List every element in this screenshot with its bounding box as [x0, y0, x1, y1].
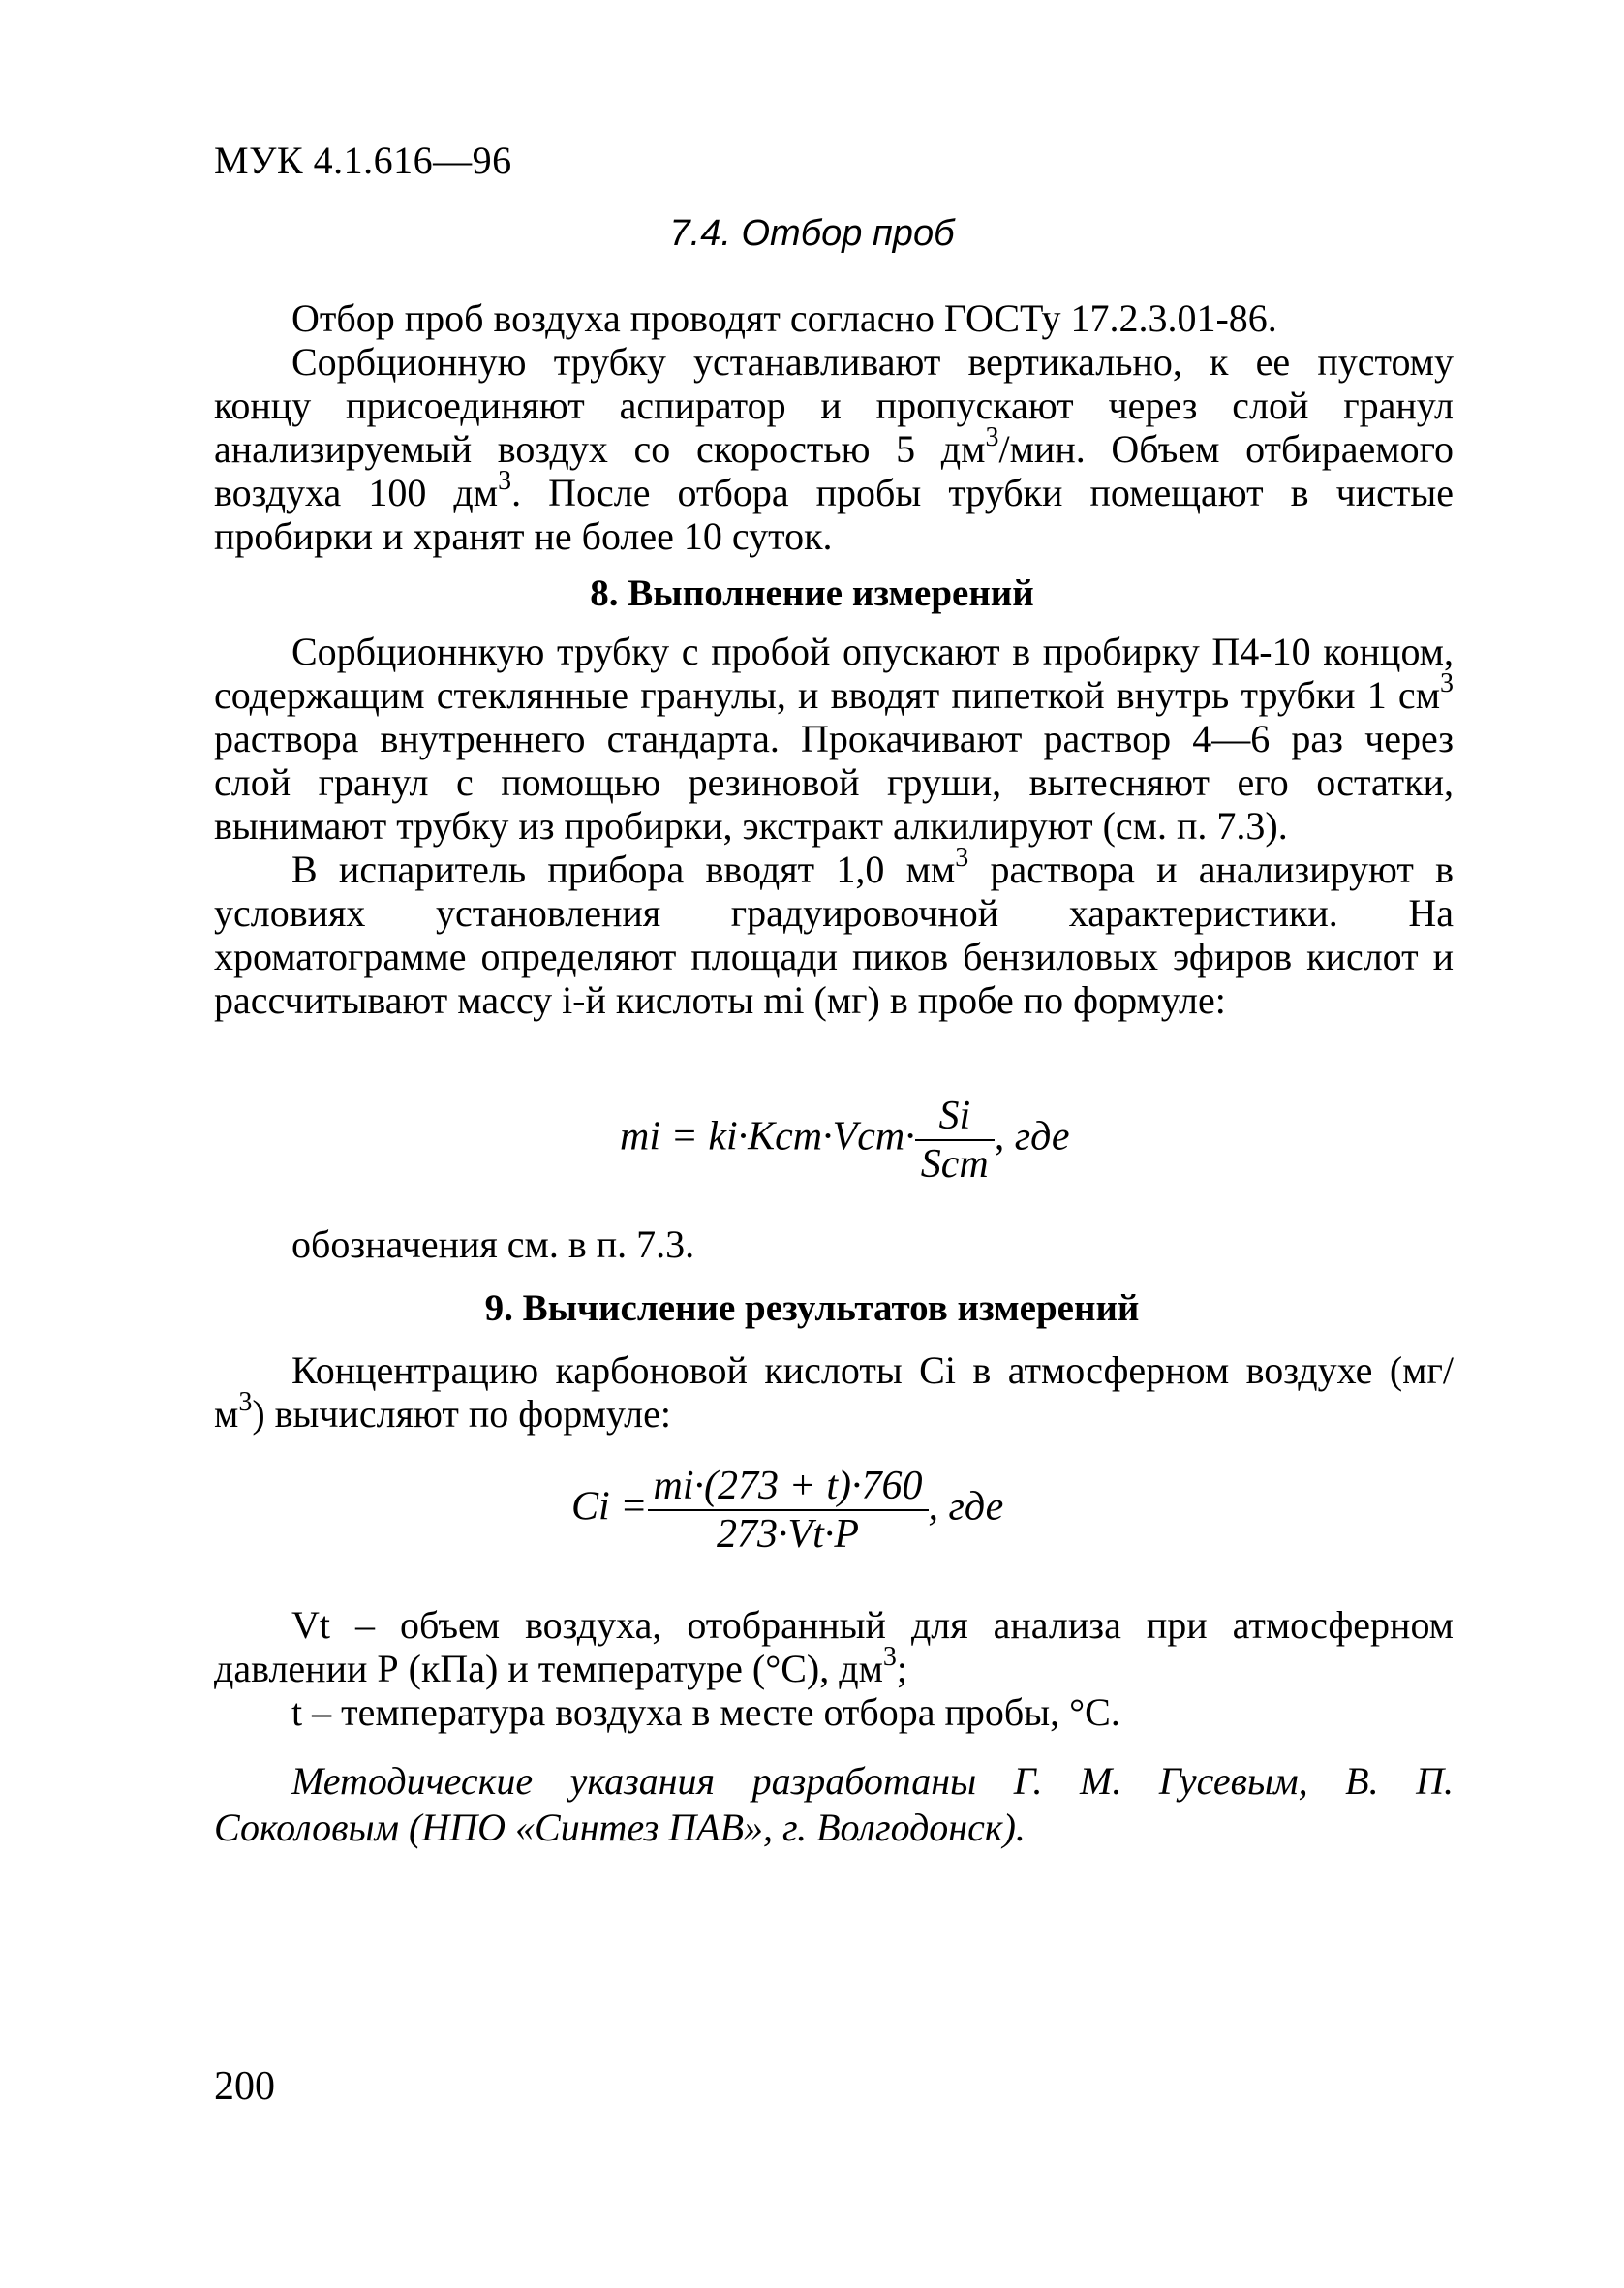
paragraph: Сорбционнкую трубку с пробой опускают в пробирку П4-10 концом, содержащим стеклянные гранулы, и вводят пипеткой внутрь трубки 1 $см^3$ раствора внутреннего стандарта. Прокачивают раствор 4—6 раз через слой гранул с помощью резиновой груши, вытесняют его остатки, вынимают трубку из пробирки, экстракт алкилируют (см. п. 7.3).: [214, 630, 1454, 848]
credits: Методические указания разработаны Г. М. Гусевым, В. П. Соколовым (НПО «Синтез ПАВ», г. Волгодонск).: [214, 1759, 1454, 1849]
formula-mass: [620, 1093, 1070, 1188]
formula-concentration: [571, 1463, 1003, 1558]
formula-numerator: Si: [938, 1094, 971, 1138]
formula-tail: , где: [994, 1114, 1070, 1159]
formula-fraction: [648, 1463, 929, 1558]
paragraph: Отбор проб воздуха проводят согласно ГОСТу 17.2.3.01-86.: [291, 296, 1277, 340]
formula-fraction: [915, 1093, 995, 1188]
section-body: [214, 630, 1454, 1022]
paragraph: В испаритель прибора вводят 1,0 $мм^3$ раствора и анализируют в условиях установления градуировочной характеристики. На хроматограмме определяют площади пиков бензиловых эфиров кислот и рассчитывают массу i-й кислоты mi (мг) в пробе по формуле:: [214, 842, 1455, 1022]
section-body: [214, 1348, 1454, 1436]
paragraph: Концентрацию карбоновой кислоты Ci в атмосферном воздухе $(мг/м^3)$ вычисляют по формуле:: [214, 1348, 1454, 1436]
paragraph: обозначения см. в п. 7.3.: [291, 1222, 695, 1266]
subsection-body: [214, 296, 1454, 558]
section-title: 9. Вычисление результатов измерений: [484, 1287, 1140, 1329]
definitions: [214, 1603, 1454, 1734]
definition-vt: Vt – объем воздуха, отобранный для анализа при атмосферном давлении Р (кПа) и температуре (°С), $дм^3$;: [214, 1603, 1454, 1690]
paragraph: Сорбционную трубку устанавливают вертикально, к ее пустому концу присоединяют аспиратор и пропускают через слой гранул анализируемый воздух со скоростью 5 $дм^3$/мин. Объем отбираемого воздуха 100 $дм^3$. После отбора пробы трубки помещают в чистые пробирки и хранят не более 10 суток.: [214, 340, 1455, 558]
running-head: МУК 4.1.616—96: [214, 139, 512, 182]
page-number: 200: [214, 2064, 275, 2109]
definition-t: t – температура воздуха в месте отбора пробы, °С.: [291, 1690, 1120, 1734]
formula-note: [214, 1222, 1454, 1266]
subsection-title: 7.4. Отбор проб: [669, 213, 955, 254]
formula-lhs: mi = ki·Kcm·Vcm·: [620, 1114, 915, 1159]
formula-tail: , где: [928, 1484, 1004, 1530]
formula-denominator: 273·Vt·P: [648, 1509, 929, 1558]
formula-lhs: Ci =: [571, 1484, 648, 1530]
formula-denominator: Scm: [915, 1139, 995, 1188]
formula-numerator: mi·(273 + t)·760: [653, 1464, 923, 1508]
section-title: 8. Выполнение измерений: [590, 572, 1034, 614]
